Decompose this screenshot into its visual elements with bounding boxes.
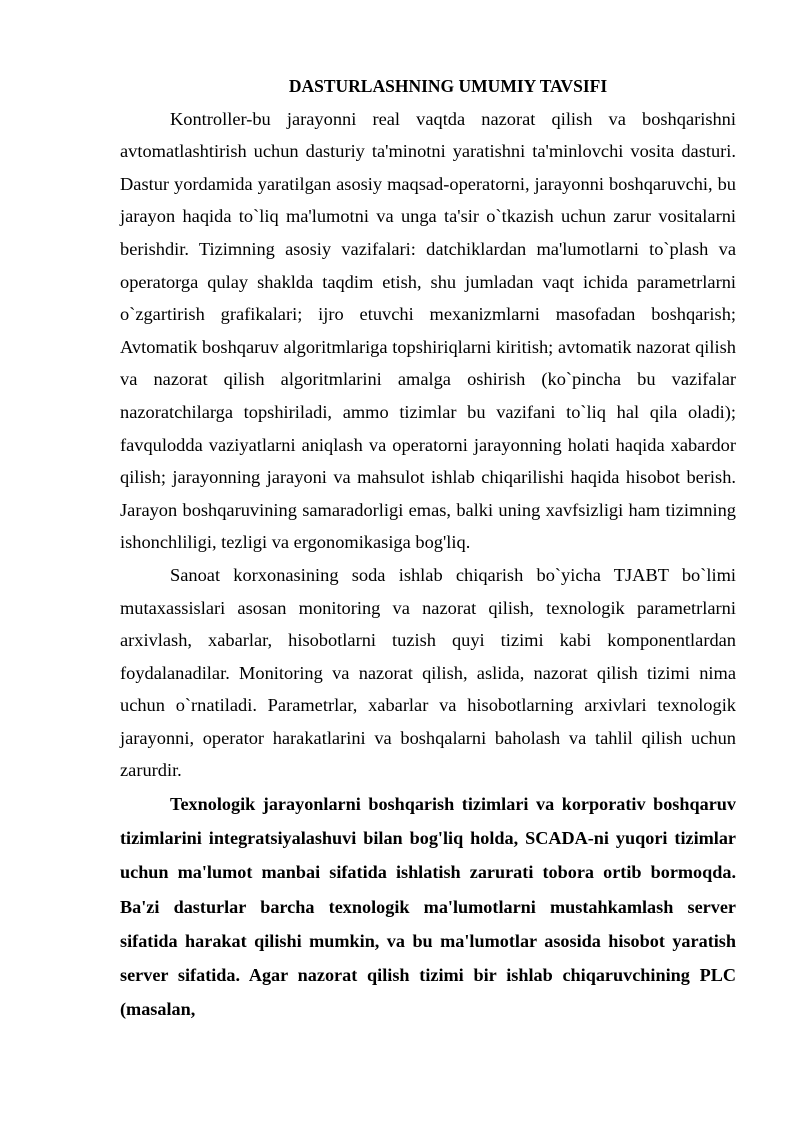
paragraph-scada-integration: Texnologik jarayonlarni boshqarish tizimlari va korporativ boshqaruv tizimlarini integratsiyalashuvi bilan bog'liq holda, SCADA-ni yuqori tizimlar uchun ma'lumot manbai sifatida ishlatish zarurati tobora ortib bormoqda. Ba'zi dasturlar barcha texnologik ma'lumotlarni mustahkamlash server sifatida harakat qilishi mumkin, va bu ma'lumotlar asosida hisobot yaratish server sifatida. Agar nazorat qilish tizimi bir ishlab chiqaruvchining PLC (masalan, [120, 794, 736, 1020]
paragraph-monitoring: Sanoat korxonasining soda ishlab chiqarish bo`yicha TJABT bo`limi mutaxassislari asosan monitoring va nazorat qilish, texnologik parametrlarni arxivlash, xabarlar, hisobotlarni tuzish quyi tizimi kabi komponentlardan foydalanadilar. Monitoring va nazorat qilish, aslida, nazorat qilish tizimi nima uchun o`rnatiladi. Parametrlar, xabarlar va hisobotlarning arxivlari texnologik jarayonni, operator harakatlarini va boshqalarni baholash va tahlil qilish uchun zarurdir. [120, 564, 736, 781]
document-page [120, 70, 736, 1026]
document-title: DASTURLASHNING UMUMIY TAVSIFI [288, 76, 608, 96]
paragraph-controller-description: Kontroller-bu jarayonni real vaqtda nazorat qilish va boshqarishni avtomatlashtirish uchun dasturiy ta'minotni yaratishni ta'minlovchi vosita dasturi. Dastur yordamida yaratilgan asosiy maqsad-operatorni, jarayonni boshqaruvchi, bu jarayon haqida to`liq ma'lumotni va unga ta'sir o`tkazish uchun zarur vositalarni berishdir. Tizimning asosiy vazifalari: datchiklardan ma'lumotlarni to`plash va operatorga qulay shaklda taqdim etish, shu jumladan vaqt ichida parametrlarni o`zgartirish grafikalari; ijro etuvchi mexanizmlarni masofadan boshqarish; Avtomatik boshqaruv algoritmlariga topshiriqlarni kiritish; avtomatik nazorat qilish va nazorat qilish algoritmlarini amalga oshirish (ko`pincha bu vazifalar nazoratchilarga topshiriladi, ammo tizimlar bu vazifani to`liq hal qila oladi); favqulodda vaziyatlarni aniqlash va operatorni jarayonning holati haqida xabardor qilish; jarayonning jarayoni va mahsulot ishlab chiqarilishi haqida hisobot berish. Jarayon boshqaruvining samaradorligi emas, balki uning xavfsizligi ham tizimning ishonchliligi, tezligi va ergonomikasiga bog'liq. [120, 108, 736, 553]
